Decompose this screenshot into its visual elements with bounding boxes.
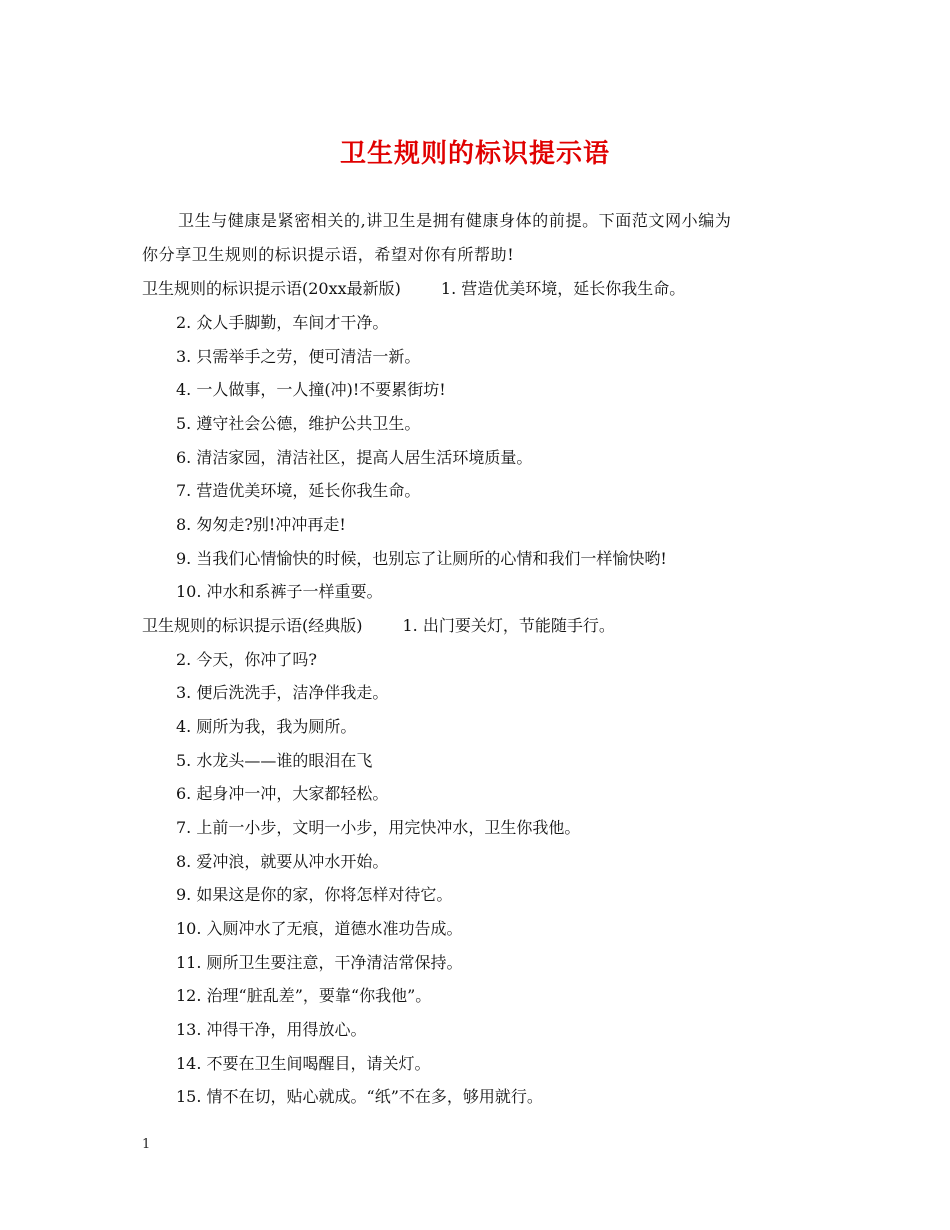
list-item: 6. 起身冲一冲，大家都轻松。	[176, 784, 389, 803]
page-number: 1	[142, 1137, 151, 1152]
list-item: 5. 水龙头——谁的眼泪在飞	[176, 751, 373, 770]
list-item: 2. 众人手脚勤，车间才干净。	[176, 313, 389, 332]
section-heading: 卫生规则的标识提示语(20xx最新版)	[142, 279, 401, 298]
list-item: 1. 营造优美环境，延长你我生命。	[440, 279, 686, 298]
list-item: 13. 冲得干净，用得放心。	[176, 1020, 367, 1039]
list-item: 9. 如果这是你的家，你将怎样对待它。	[176, 885, 453, 904]
list-item: 3. 只需举手之劳，便可清洁一新。	[176, 347, 421, 366]
list-item: 7. 营造优美环境，延长你我生命。	[176, 481, 421, 500]
list-item: 11. 厕所卫生要注意，干净清洁常保持。	[176, 953, 463, 972]
list-item: 4. 一人做事，一人撞(冲)!不要累街坊!	[176, 380, 446, 399]
list-item: 5. 遵守社会公德，维护公共卫生。	[176, 414, 421, 433]
intro-paragraph-line-1: 卫生与健康是紧密相关的,讲卫生是拥有健康身体的前提。下面范文网小编为	[178, 211, 732, 230]
list-item: 14. 不要在卫生间喝醒目，请关灯。	[176, 1054, 431, 1073]
list-item: 10. 入厕冲水了无痕，道德水准功告成。	[176, 919, 463, 938]
section-heading: 卫生规则的标识提示语(经典版)	[142, 616, 363, 635]
section-heading-row	[142, 278, 685, 300]
list-item: 15. 情不在切，贴心就成。“纸”不在多，够用就行。	[176, 1087, 543, 1106]
list-item: 3. 便后洗洗手，洁净伴我走。	[176, 683, 389, 702]
list-item: 8. 匆匆走?别!冲冲再走!	[176, 515, 346, 534]
list-item: 8. 爱冲浪，就要从冲水开始。	[176, 852, 389, 871]
section-heading-row	[142, 615, 615, 637]
list-item: 6. 清洁家园，清洁社区，提高人居生活环境质量。	[176, 448, 533, 467]
list-item: 10. 冲水和系裤子一样重要。	[176, 582, 383, 601]
list-item: 9. 当我们心情愉快的时候，也别忘了让厕所的心情和我们一样愉快哟!	[176, 549, 667, 568]
list-item: 2. 今天，你冲了吗?	[176, 650, 317, 669]
page-title: 卫生规则的标识提示语	[339, 139, 610, 169]
list-item: 4. 厕所为我，我为厕所。	[176, 717, 357, 736]
intro-paragraph-line-2: 你分享卫生规则的标识提示语，希望对你有所帮助!	[142, 245, 515, 264]
list-item: 12. 治理“脏乱差”，要靠“你我他”。	[176, 986, 432, 1005]
list-item: 7. 上前一小步，文明一小步，用完快冲水，卫生你我他。	[176, 818, 581, 837]
list-item: 1. 出门要关灯，节能随手行。	[402, 616, 615, 635]
